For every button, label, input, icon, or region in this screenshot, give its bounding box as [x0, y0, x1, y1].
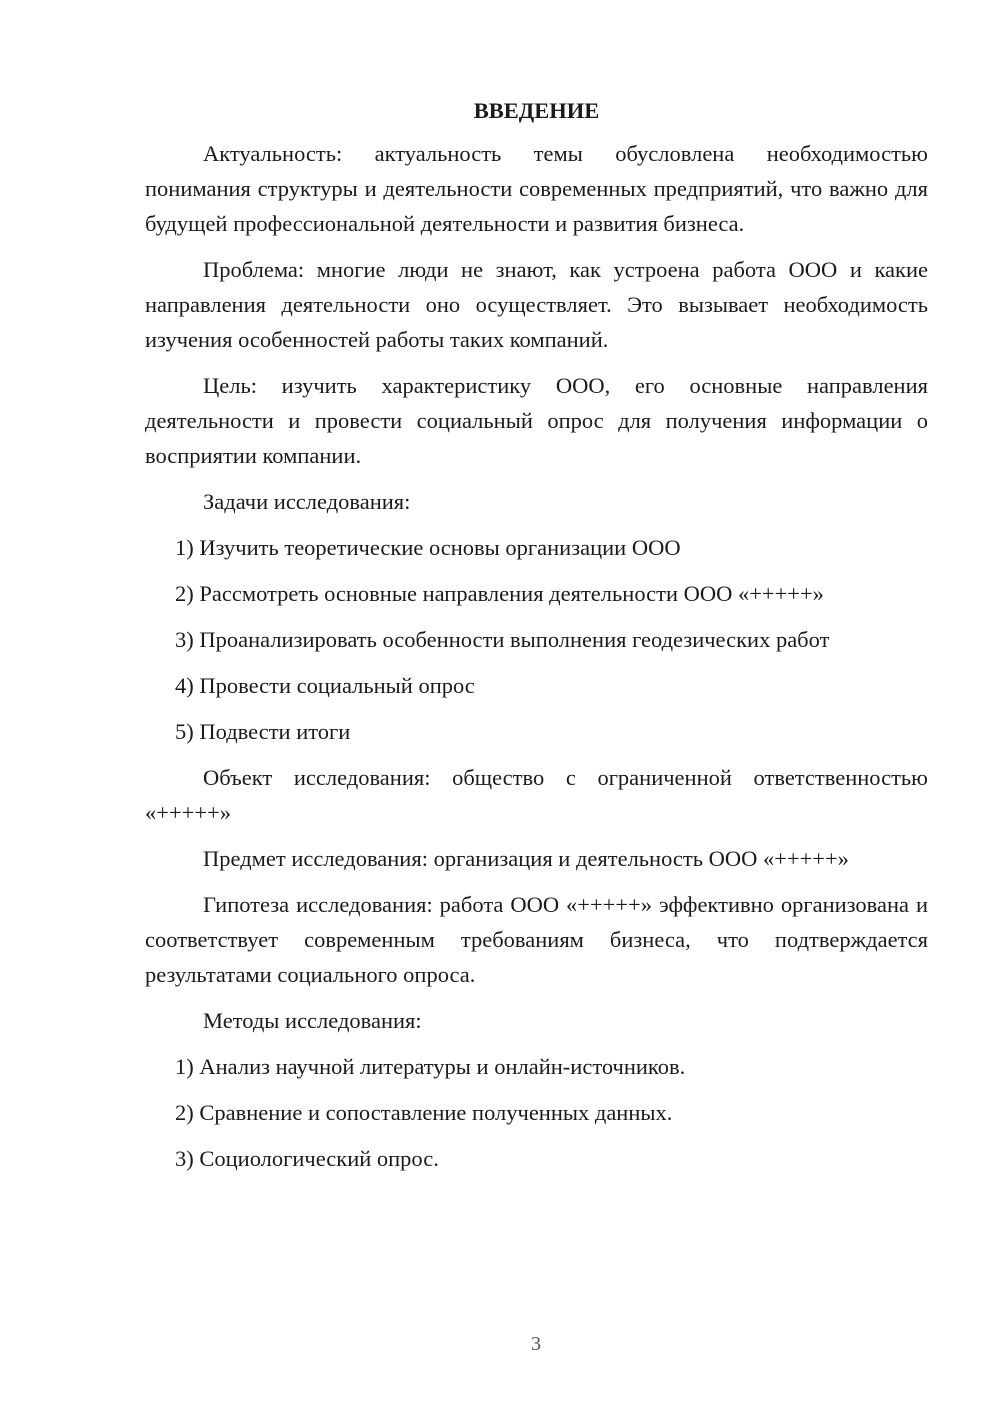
- task-item: 1) Изучить теоретические основы организации ООО: [175, 535, 681, 560]
- hypothesis-paragraph: Гипотеза исследования: работа ООО «+++++» эффективно организована и соответствует современным требованиям бизнеса, что подтверждается результатами социального опроса.: [145, 892, 928, 987]
- problem-paragraph: Проблема: многие люди не знают, как устроена работа ООО и какие направления деятельности оно осуществляет. Это вызывает необходимость изучения особенностей работы таких компаний.: [145, 257, 928, 352]
- tasks-heading: Задачи исследования:: [203, 489, 411, 514]
- task-item: 2) Рассмотреть основные направления деятельности ООО «+++++»: [175, 581, 824, 606]
- goal-paragraph: Цель: изучить характеристику ООО, его основные направления деятельности и провести социальный опрос для получения информации о восприятии компании.: [145, 373, 928, 468]
- methods-heading: Методы исследования:: [203, 1008, 422, 1033]
- task-item: 3) Проанализировать особенности выполнения геодезических работ: [175, 627, 830, 652]
- page-number: 3: [531, 1333, 541, 1355]
- task-item: 5) Подвести итоги: [175, 719, 351, 744]
- method-item: 1) Анализ научной литературы и онлайн-источников.: [175, 1054, 686, 1079]
- page-title: ВВЕДЕНИЕ: [473, 98, 600, 123]
- relevance-paragraph: Актуальность: актуальность темы обусловлена необходимостью понимания структуры и деятельности современных предприятий, что важно для будущей профессиональной деятельности и развития бизнеса.: [145, 141, 928, 236]
- document-page: [145, 96, 928, 1187]
- method-item: 2) Сравнение и сопоставление полученных данных.: [175, 1100, 673, 1125]
- object-paragraph: Объект исследования: общество с ограниченной ответственностью «+++++»: [145, 765, 928, 825]
- subject-paragraph: Предмет исследования: организация и деятельность ООО «+++++»: [203, 846, 849, 871]
- task-item: 4) Провести социальный опрос: [175, 673, 475, 698]
- method-item: 3) Социологический опрос.: [175, 1146, 439, 1171]
